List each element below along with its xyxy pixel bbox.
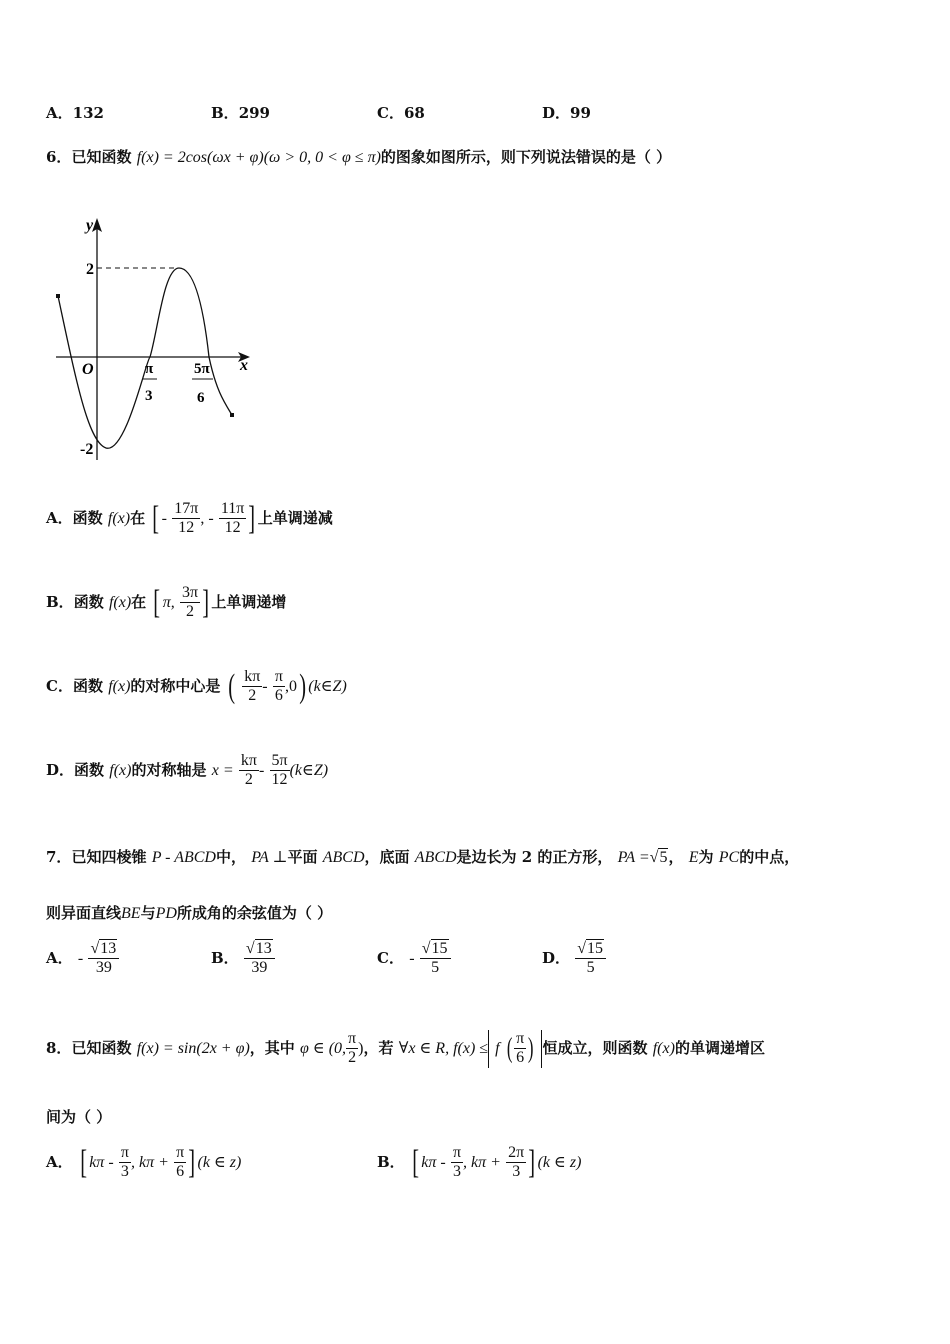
x-tick1-denominator: 3: [145, 388, 153, 404]
fraction: $\frac{11\pi}{12}$: [220, 500, 245, 537]
q6-stem: 6．已知函数 f(x) = 2cos(ωx + φ)(ω > 0, 0 < φ ≤ π)的图象如图所示，则下列说法错误的是（ ）: [46, 148, 672, 166]
fraction: $\frac{17\pi}{12}$: [174, 500, 199, 537]
x-tick2-denominator: 6: [197, 390, 205, 406]
fraction: $\frac{\pi}{3}$: [120, 1144, 129, 1181]
fraction: $\frac{k\pi}{2}$: [244, 668, 261, 705]
q5-option-c: C．68: [377, 104, 425, 122]
q6-option-b: B．函数 f(x)在 [ π, $\frac{3\pi}{2}$ ] 上单调递增: [46, 583, 287, 621]
curve-end-point: [230, 413, 234, 417]
x-tick2-numerator: 5π: [194, 361, 210, 377]
origin-label: O: [82, 361, 94, 378]
fraction: $\frac{\pi}{6}$: [274, 668, 283, 705]
q6-option-c: C．函数 f(x)的对称中心是 ( $\frac{k\pi}{2}$ - $\frac{\pi}{6}$ ,0) (k∈Z): [46, 667, 347, 705]
q7-option-d: D． $\frac{√15}{5}$: [542, 940, 606, 978]
fraction: $\frac{3\pi}{2}$: [181, 584, 199, 621]
q5-option-d: D．99: [542, 104, 591, 122]
fraction: $\frac{√15}{5}$: [420, 940, 451, 978]
absolute-value: f ( $\frac{\pi}{6}$ ): [488, 1030, 542, 1068]
y-axis-label: y: [86, 217, 94, 234]
q6-formula: f(x) = 2cos(ωx + φ)(ω > 0, 0 < φ ≤ π): [136, 149, 381, 166]
fraction: $\frac{√13}{39}$: [244, 940, 275, 978]
q6-option-a: A．函数 f(x)在 [ - $\frac{17\pi}{12}$ , - $\frac{11\pi}{12}$ ] 上单调递减: [46, 499, 333, 537]
fraction: $\frac{\pi}{6}$: [176, 1144, 185, 1181]
q8-option-a: A． [ kπ - $\frac{\pi}{3}$ , kπ + $\frac{\pi}{6}$ ] (k ∈ z): [46, 1143, 242, 1181]
q5-option-b: B．299: [211, 104, 270, 122]
fraction: $\frac{√15}{5}$: [575, 940, 606, 978]
y-min-label: -2: [80, 441, 94, 458]
q8-stem-line1: 8．已知函数 f(x) = sin(2x + φ)，其中 φ ∈ (0, $\frac{\pi}{2}$ )，若 ∀x ∈ R, f(x) ≤ f ( $\frac{\pi}{6}$ ) 恒成立，则函数 f(x)的单调递增区: [46, 1030, 765, 1067]
fraction: $\frac{\pi}{6}$: [516, 1030, 525, 1067]
fraction: $\frac{k\pi}{2}$: [240, 752, 257, 789]
q8-option-b: B． [ kπ - $\frac{\pi}{3}$ , kπ + $\frac{2\pi}{3}$ ] (k ∈ z): [377, 1143, 582, 1181]
fraction: $\frac{\pi}{2}$: [348, 1030, 357, 1067]
fraction: $\frac{2\pi}{3}$: [508, 1144, 525, 1181]
q8-stem-line2: 间为（ ）: [46, 1108, 112, 1126]
q7-stem-line1: 7．已知四棱锥 P - ABCD中， PA ⊥平面 ABCD，底面 ABCD是边长为 2 的正方形， PA =√5， E为 PC的中点，: [46, 848, 800, 866]
q7-option-c: C． - $\frac{√15}{5}$: [377, 940, 451, 978]
fraction: $\frac{√13}{39}$: [88, 940, 119, 978]
x-axis-label: x: [240, 357, 248, 374]
q6-graph: [46, 210, 266, 470]
q6-option-d: D．函数 f(x)的对称轴是 x = $\frac{k\pi}{2}$ - $\frac{5\pi}{12}$ (k∈Z): [46, 752, 329, 789]
q7-stem-line2: 则异面直线BE与PD所成角的余弦值为（ ）: [46, 904, 333, 922]
cosine-curve: [58, 268, 232, 448]
curve-start-point: [56, 294, 60, 298]
fraction: $\frac{\pi}{3}$: [452, 1144, 462, 1181]
x-tick1-numerator: π: [145, 361, 154, 377]
q7-option-a: A． - $\frac{√13}{39}$: [46, 940, 119, 978]
q5-option-a: A．132: [46, 104, 104, 122]
fraction: $\frac{5\pi}{12}$: [271, 752, 288, 789]
y-max-label: 2: [86, 261, 94, 278]
q7-option-b: B． $\frac{√13}{39}$: [211, 940, 275, 978]
